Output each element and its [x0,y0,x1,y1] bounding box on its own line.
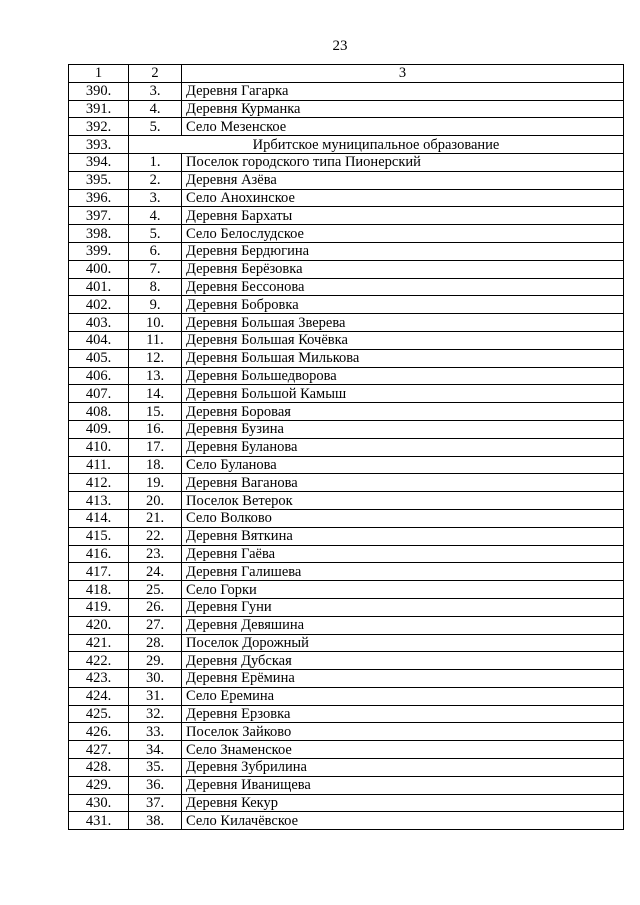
settlement-name: Деревня Большая Кочёвка [182,331,624,349]
settlement-name: Село Знаменское [182,741,624,759]
local-number: 26. [129,598,182,616]
settlement-name: Деревня Галишева [182,563,624,581]
table-row [69,420,624,438]
local-number: 37. [129,794,182,812]
row-number: 422. [69,652,129,670]
settlement-name: Деревня Большая Зверева [182,314,624,332]
row-number: 393. [69,136,129,154]
row-number: 421. [69,634,129,652]
row-number: 394. [69,153,129,171]
local-number: 12. [129,349,182,367]
settlement-name: Деревня Гагарка [182,82,624,100]
settlement-name: Деревня Бузина [182,420,624,438]
local-number: 10. [129,314,182,332]
table-row [69,741,624,759]
table-row [69,705,624,723]
local-number: 35. [129,759,182,777]
row-number: 404. [69,331,129,349]
row-number: 408. [69,403,129,421]
table-row [69,581,624,599]
local-number: 20. [129,492,182,510]
local-number: 34. [129,741,182,759]
table-row [69,509,624,527]
table-row [69,794,624,812]
local-number: 7. [129,260,182,278]
local-number: 11. [129,331,182,349]
settlement-name: Деревня Бобровка [182,296,624,314]
table-row [69,296,624,314]
settlement-name: Село Горки [182,581,624,599]
row-number: 427. [69,741,129,759]
local-number: 30. [129,670,182,688]
settlement-name: Деревня Бердюгина [182,242,624,260]
table-row [69,260,624,278]
local-number: 23. [129,545,182,563]
settlement-name: Деревня Девяшина [182,616,624,634]
settlement-name: Деревня Большой Камыш [182,385,624,403]
settlement-name: Деревня Бархаты [182,207,624,225]
table-row [69,492,624,510]
local-number: 16. [129,420,182,438]
settlement-name: Деревня Азёва [182,171,624,189]
local-number: 25. [129,581,182,599]
row-number: 396. [69,189,129,207]
settlement-name: Деревня Ваганова [182,474,624,492]
table-header-row [69,65,624,83]
table-row [69,171,624,189]
row-number: 409. [69,420,129,438]
row-number: 397. [69,207,129,225]
row-number: 407. [69,385,129,403]
row-number: 403. [69,314,129,332]
row-number: 411. [69,456,129,474]
column-header-2: 2 [129,65,182,83]
table-row [69,634,624,652]
local-number: 1. [129,153,182,171]
row-number: 399. [69,242,129,260]
row-number: 414. [69,509,129,527]
local-number: 21. [129,509,182,527]
settlement-name: Поселок Ветерок [182,492,624,510]
table-row [69,456,624,474]
local-number: 28. [129,634,182,652]
table-row [69,331,624,349]
table-row [69,153,624,171]
row-number: 419. [69,598,129,616]
row-number: 417. [69,563,129,581]
table-row [69,652,624,670]
settlement-name: Поселок Дорожный [182,634,624,652]
settlement-name: Деревня Буланова [182,438,624,456]
settlement-name: Село Еремина [182,687,624,705]
local-number: 5. [129,118,182,136]
settlement-name: Поселок городского типа Пионерский [182,153,624,171]
row-number: 406. [69,367,129,385]
local-number: 15. [129,403,182,421]
local-number: 33. [129,723,182,741]
row-number: 424. [69,687,129,705]
settlement-name: Село Анохинское [182,189,624,207]
table-row [69,812,624,830]
settlement-name: Село Волково [182,509,624,527]
table-row [69,759,624,777]
table-body [69,65,624,830]
table-row [69,598,624,616]
row-number: 391. [69,100,129,118]
table-row [69,563,624,581]
row-number: 390. [69,82,129,100]
table-row [69,225,624,243]
row-number: 418. [69,581,129,599]
local-number: 9. [129,296,182,314]
settlement-name: Деревня Бессонова [182,278,624,296]
table-row [69,776,624,794]
table-row [69,616,624,634]
table-row [69,207,624,225]
table-row [69,385,624,403]
row-number: 395. [69,171,129,189]
local-number: 3. [129,189,182,207]
row-number: 431. [69,812,129,830]
column-header-3: 3 [182,65,624,83]
settlements-table [68,64,624,830]
section-title: Ирбитское муниципальное образование [129,136,624,154]
row-number: 402. [69,296,129,314]
local-number: 31. [129,687,182,705]
settlement-name: Деревня Ерзовка [182,705,624,723]
row-number: 416. [69,545,129,563]
local-number: 2. [129,171,182,189]
local-number: 29. [129,652,182,670]
local-number: 27. [129,616,182,634]
row-number: 423. [69,670,129,688]
table-row [69,189,624,207]
table-row [69,670,624,688]
row-number: 410. [69,438,129,456]
row-number: 405. [69,349,129,367]
settlement-name: Деревня Гуни [182,598,624,616]
column-header-1: 1 [69,65,129,83]
local-number: 13. [129,367,182,385]
settlement-name: Деревня Большая Милькова [182,349,624,367]
row-number: 428. [69,759,129,777]
local-number: 3. [129,82,182,100]
table-row [69,367,624,385]
local-number: 4. [129,207,182,225]
table-row [69,118,624,136]
row-number: 430. [69,794,129,812]
settlement-name: Село Буланова [182,456,624,474]
local-number: 18. [129,456,182,474]
settlement-name: Деревня Гаёва [182,545,624,563]
row-number: 425. [69,705,129,723]
local-number: 19. [129,474,182,492]
table-row [69,349,624,367]
row-number: 426. [69,723,129,741]
local-number: 6. [129,242,182,260]
table-row [69,438,624,456]
table-section-row [69,136,624,154]
table-row [69,314,624,332]
settlement-name: Деревня Дубская [182,652,624,670]
table-row [69,100,624,118]
settlement-name: Деревня Кекур [182,794,624,812]
local-number: 36. [129,776,182,794]
local-number: 38. [129,812,182,830]
table-row [69,723,624,741]
table-row [69,687,624,705]
local-number: 4. [129,100,182,118]
settlement-name: Деревня Вяткина [182,527,624,545]
local-number: 24. [129,563,182,581]
row-number: 413. [69,492,129,510]
local-number: 5. [129,225,182,243]
local-number: 8. [129,278,182,296]
row-number: 392. [69,118,129,136]
settlement-name: Поселок Зайково [182,723,624,741]
row-number: 412. [69,474,129,492]
settlement-name: Деревня Боровая [182,403,624,421]
table-row [69,474,624,492]
settlement-name: Деревня Большедворова [182,367,624,385]
row-number: 400. [69,260,129,278]
local-number: 14. [129,385,182,403]
settlement-name: Деревня Иванищева [182,776,624,794]
settlement-name: Деревня Зубрилина [182,759,624,777]
local-number: 17. [129,438,182,456]
table-row [69,278,624,296]
row-number: 398. [69,225,129,243]
row-number: 415. [69,527,129,545]
settlement-name: Село Килачёвское [182,812,624,830]
settlement-name: Деревня Берёзовка [182,260,624,278]
row-number: 401. [69,278,129,296]
settlement-name: Деревня Курманка [182,100,624,118]
row-number: 429. [69,776,129,794]
table-row [69,545,624,563]
settlement-name: Деревня Ерёмина [182,670,624,688]
table-row [69,527,624,545]
table-row [69,403,624,421]
row-number: 420. [69,616,129,634]
settlement-name: Село Мезенское [182,118,624,136]
table-row [69,242,624,260]
local-number: 32. [129,705,182,723]
settlement-name: Село Белослудское [182,225,624,243]
local-number: 22. [129,527,182,545]
page-number: 23 [332,38,348,54]
table-row [69,82,624,100]
